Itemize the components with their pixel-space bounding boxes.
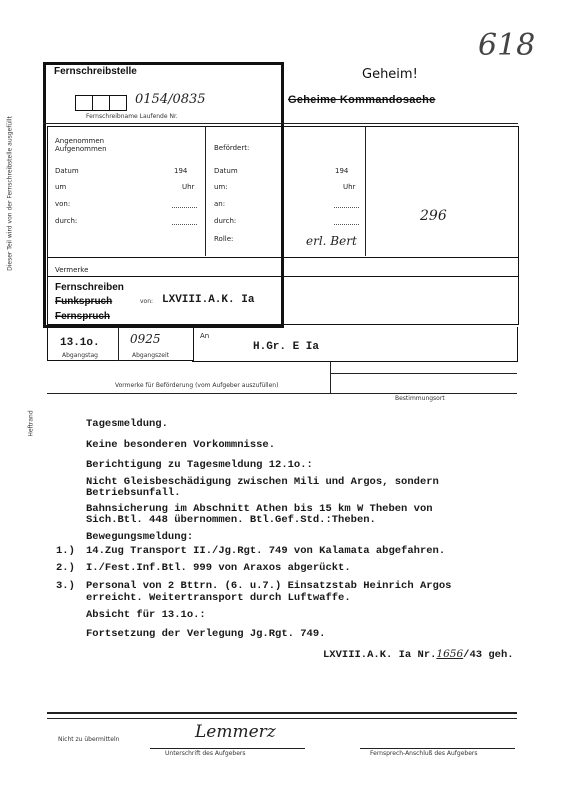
- struck-text: Geheime Kommandosache: [288, 94, 436, 106]
- forwarded-date-label: Datum: [214, 167, 238, 175]
- body-line-8: Bewegungsmeldung:: [86, 531, 194, 543]
- received-durch: durch:: [55, 217, 78, 225]
- vermerke-label: Vermerke: [55, 266, 89, 274]
- page-number: 618: [478, 28, 536, 63]
- transmission-type: Fernschreiben: [55, 282, 124, 293]
- margin-note: Heftrand: [27, 410, 35, 437]
- from-label: von:: [140, 298, 154, 305]
- received-uhr: Uhr: [182, 183, 195, 191]
- struck-fernspruch: Fernspruch: [55, 311, 111, 322]
- not-transmit-label: Nicht zu übermitteln: [58, 736, 120, 743]
- destination-label: Bestimmungsort: [395, 395, 445, 402]
- body-line-12: erreicht. Weitertransport durch Luftwaffe.: [86, 592, 351, 604]
- signature-label: Unterschrift des Aufgebers: [165, 750, 246, 757]
- forwarding-notes-label: Vormerke für Beförderung (vom Aufgeber auszufüllen): [115, 382, 279, 389]
- sign-prefix: LXVIII.A.K. Ia Nr.: [323, 649, 437, 661]
- item-number-2: 2.): [56, 562, 75, 574]
- body-line-14: Fortsetzung der Verlegung Jg.Rgt. 749.: [86, 628, 326, 640]
- signature-block: [323, 648, 514, 662]
- body-line-5: Betriebsunfall.: [86, 487, 181, 499]
- to-recipient: H.Gr. E Ia: [253, 341, 320, 353]
- body-line-2: Keine besonderen Vorkommnisse.: [86, 439, 276, 451]
- vermerke-box: [47, 256, 519, 277]
- station-boxes: [75, 95, 127, 111]
- classification: Geheim!: [362, 67, 418, 82]
- to-label: An: [200, 332, 210, 340]
- handwritten-number: 0154/0835: [135, 92, 206, 107]
- sign-suffix: /43 geh.: [463, 649, 514, 661]
- body-line-10: I./Fest.Inf.Btl. 999 von Araxos abgerückt.: [86, 562, 351, 574]
- received-year: 194: [174, 167, 188, 175]
- forwarded-durch: durch:: [214, 217, 237, 225]
- forwarded-um: um:: [214, 183, 228, 191]
- item-number-3: 3.): [56, 580, 75, 592]
- departure-time-label: Abgangszeit: [132, 352, 169, 359]
- item-number-1: 1.): [56, 545, 75, 557]
- departure-time: 0925: [130, 332, 161, 346]
- forwarded-an: an:: [214, 200, 226, 208]
- received-von: von:: [55, 200, 71, 208]
- body-line-3: Berichtigung zu Tagesmeldung 12.1o.:: [86, 459, 313, 471]
- forwarded-year: 194: [335, 167, 349, 175]
- sign-number: 1656: [436, 648, 464, 660]
- body-line-1: Tagesmeldung.: [86, 418, 168, 430]
- body-line-4: Nicht Gleisbeschädigung zwischen Mili und Argos, sondern: [86, 476, 439, 488]
- struck-funkspruch: Funkspruch: [55, 296, 113, 307]
- forwarded-title: Befördert:: [214, 144, 250, 152]
- received-box: [47, 126, 519, 258]
- body-line-13: Absicht für 13.1o.:: [86, 609, 206, 621]
- forwarded-rolle: Rolle:: [214, 235, 234, 243]
- forwarded-uhr: Uhr: [343, 183, 356, 191]
- name-label: Fernschreibname Laufende Nr.: [86, 113, 178, 120]
- reference-number: 296: [420, 208, 447, 224]
- received-title2: Aufgenommen: [55, 145, 107, 153]
- received-um: um: [55, 183, 67, 191]
- body-line-7: Sich.Btl. 448 übernommen. Btl.Gef.Std.:Theben.: [86, 514, 376, 526]
- from-unit: LXVIII.A.K. Ia: [162, 294, 255, 306]
- body-line-6: Bahnsicherung im Abschnitt Athen bis 15 km W Theben von: [86, 503, 433, 515]
- body-line-9: 14.Zug Transport II./Jg.Rgt. 749 von Kalamata abgefahren.: [86, 545, 446, 557]
- received-title1: Angenommen: [55, 137, 105, 145]
- received-date-label: Datum: [55, 167, 79, 175]
- forwarded-signature: erl. Bert: [306, 234, 357, 248]
- sender-signature: Lemmerz: [195, 722, 276, 742]
- side-note: Dieser Teil wird von der Fernschreibstelle ausgefüllt: [6, 116, 14, 271]
- departure-date: 13.1o.: [60, 337, 100, 349]
- station-title: Fernschreibstelle: [54, 66, 137, 77]
- departure-date-label: Abgangstag: [62, 352, 98, 359]
- body-line-11: Personal von 2 Bttrn. (6. u.7.) Einsatzstab Heinrich Argos: [86, 580, 452, 592]
- phone-label: Fernsprech-Anschluß des Aufgebers: [370, 750, 478, 757]
